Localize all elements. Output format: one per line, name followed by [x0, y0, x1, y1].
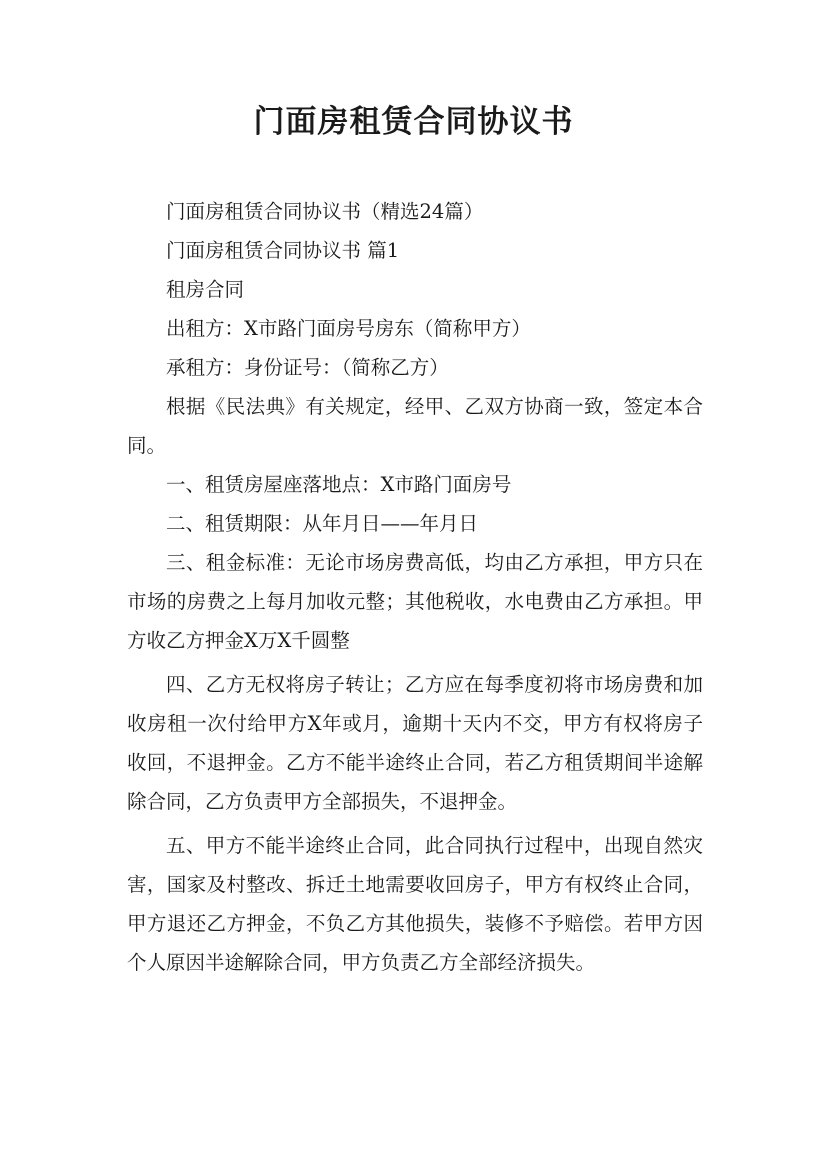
paragraph-clause-5: 五、甲方不能半途终止合同，此合同执行过程中，出现自然灾害，国家及村整改、拆迁土地需要收回房子，甲方有权终止合同，甲方退还乙方押金，不负乙方其他损失，装修不予赔偿。若甲方因个人原因半途解除合同，甲方负责乙方全部经济损失。 — [127, 834, 703, 974]
paragraph-clause-4: 四、乙方无权将房子转让；乙方应在每季度初将市场房费和加收房租一次付给甲方X年或月，逾期十天内不交，甲方有权将房子收回，不退押金。乙方不能半途终止合同，若乙方租赁期间半途解除合同，乙方负责甲方全部损失，不退押金。 — [127, 673, 703, 813]
paragraph-lessee: 承租方：身份证号：（简称乙方） — [166, 356, 449, 379]
paragraph-contract-name: 租房合同 — [166, 278, 245, 301]
paragraph-lessor: 出租方：X市路门面房号房东（简称甲方） — [166, 317, 531, 340]
document-title: 门面房租赁合同协议书 — [253, 104, 574, 140]
paragraph-section-heading: 门面房租赁合同协议书 篇1 — [166, 239, 400, 262]
paragraph-subtitle: 门面房租赁合同协议书（精选24篇） — [166, 200, 484, 223]
paragraph-clause-2: 二、租赁期限：从年月日——年月日 — [166, 512, 479, 535]
paragraph-preamble: 根据《民法典》有关规定，经甲、乙双方协商一致，签定本合同。 — [127, 395, 703, 457]
paragraph-clause-1: 一、租赁房屋座落地点：X市路门面房号 — [166, 473, 512, 496]
paragraph-clause-3: 三、租金标准：无论市场房费高低，均由乙方承担，甲方只在市场的房费之上每月加收元整；其他税收，水电费由乙方承担。甲方收乙方押金X万X千圆整 — [127, 551, 703, 652]
document-body — [127, 192, 703, 982]
